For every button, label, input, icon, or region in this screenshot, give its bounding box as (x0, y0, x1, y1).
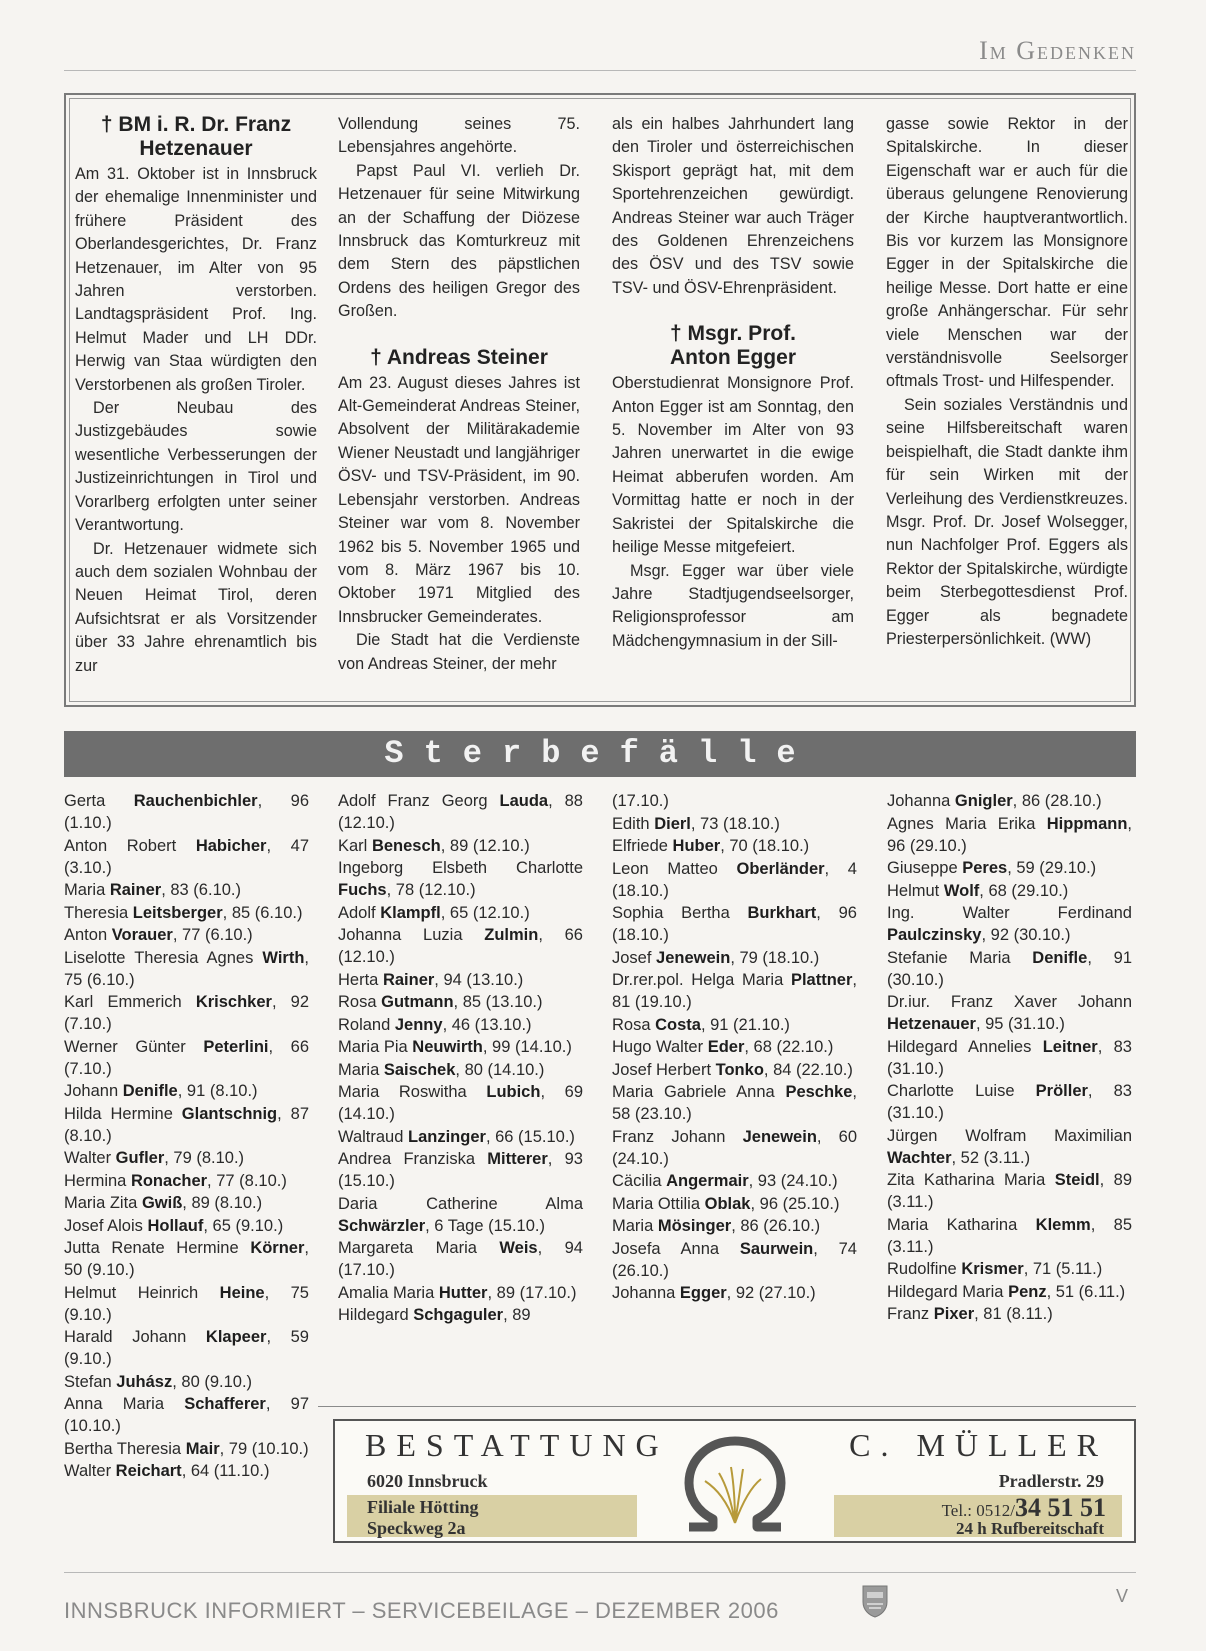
death-notice-entry: Franz Johann Jenewein, 60 (24.10.) (612, 1127, 857, 1168)
surname: Saurwein (739, 1239, 814, 1258)
surname: Pröller (1035, 1082, 1088, 1100)
surname: Oblak (704, 1194, 751, 1213)
death-notice-entry: Franz Pixer, 81 (8.11.) (887, 1305, 1053, 1323)
surname: Hutter (438, 1283, 488, 1302)
ad-phone-prefix: Tel.: 0512/ (941, 1501, 1015, 1520)
obituary-column-3 (612, 113, 854, 653)
surname: Peterlini (203, 1037, 269, 1056)
surname: Jenewein (656, 948, 731, 967)
surname: Schafferer (184, 1395, 266, 1413)
surname: Lubich (486, 1083, 541, 1101)
death-notice-entry: Dr.iur. Franz Xaver Johann Hetzenauer, 95 (31.10.) (887, 993, 1132, 1033)
paragraph: Dr. Hetzenauer widmete sich auch dem sozialen Wohnbau der Neuen Heimat Tirol, deren Aufsichtsrat er als Vorsitzender über 33 Jahre ehrenamtlich bis zur (75, 539, 317, 675)
death-notice-entry: Theresia Leitsberger, 85 (6.10.) (64, 903, 303, 922)
death-notice-entry: Maria Pia Neuwirth, 99 (14.10.) (338, 1038, 572, 1056)
paragraph: Papst Paul VI. verlieh Dr. Hetzenauer für seine Mitwirkung an der Schaffung der Diözese Innsbruck das Komturkreuz mit dem Stern des päpstlichen Ordens des heiligen Gregor des Großen. (338, 161, 580, 321)
obituaries-box (64, 93, 1136, 707)
death-list-column-2 (338, 790, 583, 1327)
death-notice-entry: Helmut Wolf, 68 (29.10.) (887, 881, 1069, 900)
paragraph: Msgr. Egger war über viele Jahre Stadtjugendseelsorger, Religionsprofessor am Mädchengymnasium in der Sill- (612, 561, 854, 650)
ad-branch (367, 1497, 479, 1539)
death-notice-entry: Anton Vorauer, 77 (6.10.) (64, 926, 253, 944)
death-notice-entry: Walter Gufler, 79 (8.10.) (64, 1149, 245, 1167)
surname: Leitner (1042, 1037, 1098, 1056)
death-notice-entry: Josef Herbert Tonko, 84 (22.10.) (612, 1060, 853, 1079)
surname: Hetzenauer (887, 1015, 976, 1033)
surname: Mösinger (657, 1217, 732, 1235)
death-notice-entry: Zita Katharina Maria Steidl, 89 (3.11.) (887, 1171, 1132, 1211)
page-number: V (1115, 1586, 1128, 1606)
obituary-column-1 (75, 113, 317, 678)
death-notice-entry: Charlotte Luise Pröller, 83 (31.10.) (887, 1082, 1132, 1122)
header-rule (64, 70, 1136, 71)
death-notice-entry: Liselotte Theresia Agnes Wirth, 75 (6.10.) (64, 948, 309, 989)
obituary-heading-steiner: † Andreas Steiner (370, 345, 548, 369)
death-notice-entry: Walter Reichart, 64 (11.10.) (64, 1462, 270, 1480)
surname: Gufler (115, 1149, 165, 1167)
surname: Ronacher (130, 1171, 208, 1190)
death-notice-entry: Rosa Gutmann, 85 (13.10.) (338, 993, 543, 1011)
surname: Klemm (1035, 1215, 1091, 1234)
footer-rule (64, 1572, 1136, 1573)
surname: Burkhart (747, 904, 817, 922)
death-notice-entry: Johann Denifle, 91 (8.10.) (64, 1082, 258, 1100)
surname: Leitsberger (132, 903, 223, 922)
surname: Denifle (122, 1082, 178, 1100)
surname: Wachter (887, 1148, 952, 1167)
surname: Dierl (654, 814, 691, 833)
surname: Habicher (195, 836, 267, 855)
death-notice-entry: Hermina Ronacher, 77 (8.10.) (64, 1171, 287, 1190)
surname: Tonko (715, 1060, 764, 1079)
paragraph: Die Stadt hat die Verdienste von Andreas Steiner, der mehr (338, 631, 580, 673)
surname: Glantschnig (181, 1104, 278, 1123)
death-notice-entry: Harald Johann Klapeer, 59 (9.10.) (64, 1328, 309, 1368)
surname: Schwärzler (338, 1216, 426, 1235)
death-notice-entry: Ing. Walter Ferdinand Paulczinsky, 92 (30.10.) (887, 904, 1132, 944)
death-notice-entry: Waltraud Lanzinger, 66 (15.10.) (338, 1127, 575, 1146)
surname: Egger (679, 1284, 727, 1302)
death-notice-entry: Josef Jenewein, 79 (18.10.) (612, 948, 820, 967)
surname: Penz (1008, 1282, 1047, 1301)
coat-of-arms-icon (861, 1584, 889, 1618)
surname: Juhász (116, 1372, 173, 1391)
ad-availability: 24 h Rufbereitschaft (956, 1519, 1104, 1538)
sterbefaelle-banner (64, 731, 1136, 777)
surname: Mitterer (487, 1150, 548, 1168)
surname: Hollauf (147, 1216, 204, 1235)
death-notice-entry: Johanna Egger, 92 (27.10.) (612, 1284, 816, 1302)
surname: Wirth (262, 948, 305, 967)
death-notice-entry: Maria Gabriele Anna Peschke, 58 (23.10.) (612, 1083, 857, 1123)
surname: Pixer (933, 1305, 975, 1323)
surname: Krismer (961, 1260, 1024, 1278)
surname: Denifle (1032, 948, 1088, 967)
death-notice-entry: Helmut Heinrich Heine, 75 (9.10.) (64, 1283, 309, 1324)
surname: Steidl (1054, 1171, 1100, 1189)
paragraph: Am 31. Oktober ist in Innsbruck der ehemalige Innenminister und frühere Präsident des Oberlandesgerichtes, Dr. Franz Hetzenauer, im Alter von 95 Jahren verstorben. Landtagspräsident Prof. Ing. Helmut Mader und LH DDr. Herwig van Staa würdigten den Verstorbenen als großen Tiroler. (75, 165, 317, 394)
surname: Rauchenbichler (133, 792, 258, 810)
death-notice-entry: Maria Ottilia Oblak, 96 (25.10.) (612, 1194, 840, 1213)
surname: Krischker (195, 993, 272, 1011)
death-notice-entry: Anton Robert Habicher, 47 (3.10.) (64, 836, 309, 877)
funeral-home-ad (333, 1419, 1136, 1543)
surname: Peschke (785, 1083, 853, 1101)
surname: Benesch (371, 836, 441, 855)
death-notice-entry: Roland Jenny, 46 (13.10.) (338, 1015, 532, 1034)
death-list-column-3 (612, 790, 857, 1305)
surname: Lanzinger (408, 1127, 486, 1146)
surname: Rainer (109, 881, 162, 899)
surname: Gwiß (141, 1194, 183, 1212)
death-notice-entry: Sophia Bertha Burkhart, 96 (18.10.) (612, 904, 857, 944)
surname: Costa (655, 1015, 701, 1034)
surname: Fuchs (338, 881, 387, 899)
ad-title-mueller: C. MÜLLER (849, 1427, 1108, 1463)
surname: Lauda (499, 792, 549, 810)
surname: Zulmin (484, 926, 539, 944)
surname: Paulczinsky (887, 926, 982, 944)
death-notice-entry: Adolf Franz Georg Lauda, 88 (12.10.) (338, 792, 583, 832)
ad-city: 6020 Innsbruck (367, 1471, 488, 1491)
death-notice-entry: Johanna Luzia Zulmin, 66 (12.10.) (338, 926, 583, 966)
death-notice-entry: (17.10.) (612, 792, 669, 810)
surname: Hippmann (1046, 814, 1128, 833)
death-notice-entry: Hilda Hermine Glantschnig, 87 (8.10.) (64, 1104, 309, 1145)
surname: Vorauer (111, 926, 173, 944)
obituary-column-4 (886, 113, 1128, 651)
surname: Saischek (383, 1060, 456, 1079)
death-notice-entry: Maria Katharina Klemm, 85 (3.11.) (887, 1215, 1133, 1256)
omega-logo-icon (667, 1431, 803, 1535)
surname: Plattner (790, 971, 853, 989)
paragraph: als ein halbes Jahrhundert lang den Tiroler und österreichischen Skisport geprägt hat, mit dem Sportehrenzeichen gewürdigt. Andreas Steiner war auch Träger des Goldenen Ehrenzeichens des ÖSV und des TSV sowie TSV- und ÖSV-Ehrenpräsident. (612, 115, 854, 297)
death-notice-entry: Amalia Maria Hutter, 89 (17.10.) (338, 1283, 577, 1302)
death-notice-entry: Cäcilia Angermair, 93 (24.10.) (612, 1172, 838, 1190)
surname: Weis (499, 1239, 538, 1257)
death-notice-entry: Stefan Juhász, 80 (9.10.) (64, 1372, 253, 1391)
death-notice-entry: Rosa Costa, 91 (21.10.) (612, 1015, 790, 1034)
obituary-heading-hetzenauer (75, 113, 317, 161)
paragraph: gasse sowie Rektor in der Spitalskirche. In dieser Eigenschaft war er auch für die überaus gelungene Renovierung der Kirche hauptverantwortlich. Bis vor kurzem las Monsignore Egger in der Spitalskirche die heilige Messe. Dort hatte er eine große Anhängerschar. Für sehr viele Menschen war der verständnisvolle Seelsorger oftmals Trost- und Hilfespender. (886, 115, 1128, 391)
surname: Jenny (394, 1015, 443, 1034)
obituary-column-2 (338, 113, 580, 676)
death-notice-entry: Elfriede Huber, 70 (18.10.) (612, 837, 810, 855)
death-notice-entry: Hildegard Annelies Leitner, 83 (31.10.) (887, 1037, 1132, 1078)
death-notice-entry: Leon Matteo Oberländer, 4 (18.10.) (612, 859, 857, 900)
death-notice-entry: Josefa Anna Saurwein, 74 (26.10.) (612, 1239, 857, 1280)
surname: Gutmann (381, 993, 454, 1011)
ad-branch-line: Speckweg 2a (367, 1518, 466, 1538)
heading-line: † Msgr. Prof. (669, 322, 797, 346)
footer-publication: INNSBRUCK INFORMIERT – SERVICEBEILAGE – DEZEMBER 2006 (64, 1598, 779, 1623)
death-notice-entry: Maria Roswitha Lubich, 69 (14.10.) (338, 1083, 583, 1123)
surname: Neuwirth (412, 1038, 483, 1056)
ad-street: Pradlerstr. 29 (998, 1471, 1104, 1491)
surname: Gnigler (954, 792, 1013, 810)
death-notice-entry: Maria Saischek, 80 (14.10.) (338, 1060, 545, 1079)
death-notice-entry: Rudolfine Krismer, 71 (5.11.) (887, 1260, 1103, 1278)
surname: Angermair (666, 1172, 749, 1190)
death-notice-entry: Stefanie Maria Denifle, 91 (30.10.) (887, 948, 1132, 989)
death-notice-entry: Margareta Maria Weis, 94 (17.10.) (338, 1239, 583, 1279)
death-notice-entry: Jutta Renate Hermine Körner, 50 (9.10.) (64, 1239, 309, 1279)
surname: Wolf (943, 881, 980, 900)
death-notice-entry: Daria Catherine Alma Schwärzler, 6 Tage (15.10.) (338, 1194, 583, 1235)
death-notice-entry: Andrea Franziska Mitterer, 93 (15.10.) (338, 1150, 583, 1190)
death-notice-entry: Johanna Gnigler, 86 (28.10.) (887, 792, 1102, 810)
paragraph: Vollendung seines 75. Lebensjahres angehörte. (338, 115, 580, 157)
paragraph: Am 23. August dieses Jahres ist Alt-Gemeinderat Andreas Steiner, Absolvent der Militärakademie Wiener Neustadt und langjähriger ÖSV- und TSV-Präsident, im 90. Lebensjahr verstorben. Andreas Steiner war vom 8. November 1962 bis 5. November 1965 und vom 8. März 1967 bis 10. Oktober 1971 Mitglied des Innsbrucker Gemeinderates. (338, 373, 580, 626)
death-notice-entry: Maria Mösinger, 86 (26.10.) (612, 1217, 821, 1235)
death-notice-entry: Edith Dierl, 73 (18.10.) (612, 814, 780, 833)
death-notice-entry: Hildegard Maria Penz, 51 (6.11.) (887, 1282, 1126, 1301)
paragraph: Oberstudienrat Monsignore Prof. Anton Egger ist am Sonntag, den 5. November im Alter von 93 Jahren unerwartet in die ewige Heimat abberufen worden. Am Vormittag hatte er noch in der Sakristei der Spitalskirche die heilige Messe mitgefeiert. (612, 374, 854, 557)
death-notice-entry: Karl Benesch, 89 (12.10.) (338, 836, 530, 855)
surname: Körner (250, 1239, 305, 1257)
death-notice-entry: Gerta Rauchenbichler, 96 (1.10.) (64, 792, 309, 832)
section-header-title: Im Gedenken (979, 36, 1136, 65)
surname: Reichart (115, 1462, 182, 1480)
death-notice-entry: Anna Maria Schafferer, 97 (10.10.) (64, 1395, 309, 1435)
heading-line: Anton Egger (670, 346, 796, 370)
surname: Klampfl (380, 903, 441, 922)
ad-top-rule (318, 1406, 1136, 1407)
death-notice-entry: Maria Zita Gwiß, 89 (8.10.) (64, 1194, 263, 1212)
surname: Oberländer (736, 859, 825, 878)
paragraph: Der Neubau des Justizgebäudes sowie wesentliche Verbesserungen der Justizeinrichtungen in Tirol und Vorarlberg erfolgten unter seiner Verantwortung. (75, 399, 317, 535)
obituary-heading-egger (612, 322, 854, 370)
surname: Klapeer (205, 1328, 267, 1346)
death-notice-entry: Agnes Maria Erika Hippmann, 96 (29.10.) (887, 814, 1132, 855)
surname: Jenewein (742, 1127, 817, 1146)
paragraph: Sein soziales Verständnis und seine Hilfsbereitschaft waren beispielhaft, die Stadt dankte ihm für sein Wirken mit der Verleihung des Verdienstkreuzes. Msgr. Prof. Dr. Josef Wolsegger, nun Nachfolger Prof. Eggers als Rektor der Spitalskirche, würdigte beim Sterbegottesdienst Prof. Egger als begnadete Priesterpersönlichkeit. (WW) (886, 395, 1129, 648)
death-notice-entry: Karl Emmerich Krischker, 92 (7.10.) (64, 993, 309, 1033)
death-notice-entry: Werner Günter Peterlini, 66 (7.10.) (64, 1037, 309, 1078)
surname: Peres (962, 859, 1008, 877)
heading-line: † BM i. R. Dr. Franz (100, 113, 292, 136)
surname: Rainer (382, 970, 435, 989)
ad-title-bestattung: BESTATTUNG (365, 1427, 669, 1463)
death-notice-entry: Dr.rer.pol. Helga Maria Plattner, 81 (19.10.) (612, 971, 857, 1011)
surname: Schgaguler (413, 1306, 504, 1324)
death-notice-entry: Giuseppe Peres, 59 (29.10.) (887, 859, 1097, 877)
death-list-column-1 (64, 790, 309, 1483)
death-notice-entry: Jürgen Wolfram Maximilian Wachter, 52 (3.11.) (887, 1126, 1132, 1167)
death-notice-entry: Adolf Klampfl, 65 (12.10.) (338, 903, 530, 922)
surname: Heine (219, 1283, 265, 1302)
death-notice-entry: Ingeborg Elsbeth Charlotte Fuchs, 78 (12.10.) (338, 859, 583, 899)
ad-phone-number: 34 51 51 (1015, 1493, 1106, 1522)
surname: Eder (707, 1038, 745, 1056)
surname: Huber (672, 837, 721, 855)
ad-branch-line: Filiale Hötting (367, 1497, 479, 1517)
death-notice-entry: Hildegard Schgaguler, 89 (338, 1306, 531, 1324)
surname: Mair (185, 1439, 220, 1458)
death-notice-entry: Bertha Theresia Mair, 79 (10.10.) (64, 1439, 309, 1458)
death-list-column-4 (887, 790, 1132, 1326)
sterbefaelle-title: Sterbefälle (384, 735, 816, 772)
heading-line: Hetzenauer (139, 137, 253, 160)
death-notice-entry: Hugo Walter Eder, 68 (22.10.) (612, 1038, 834, 1056)
death-notice-entry: Maria Rainer, 83 (6.10.) (64, 881, 241, 899)
death-notice-entry: Herta Rainer, 94 (13.10.) (338, 970, 524, 989)
death-notice-entry: Josef Alois Hollauf, 65 (9.10.) (64, 1216, 284, 1235)
